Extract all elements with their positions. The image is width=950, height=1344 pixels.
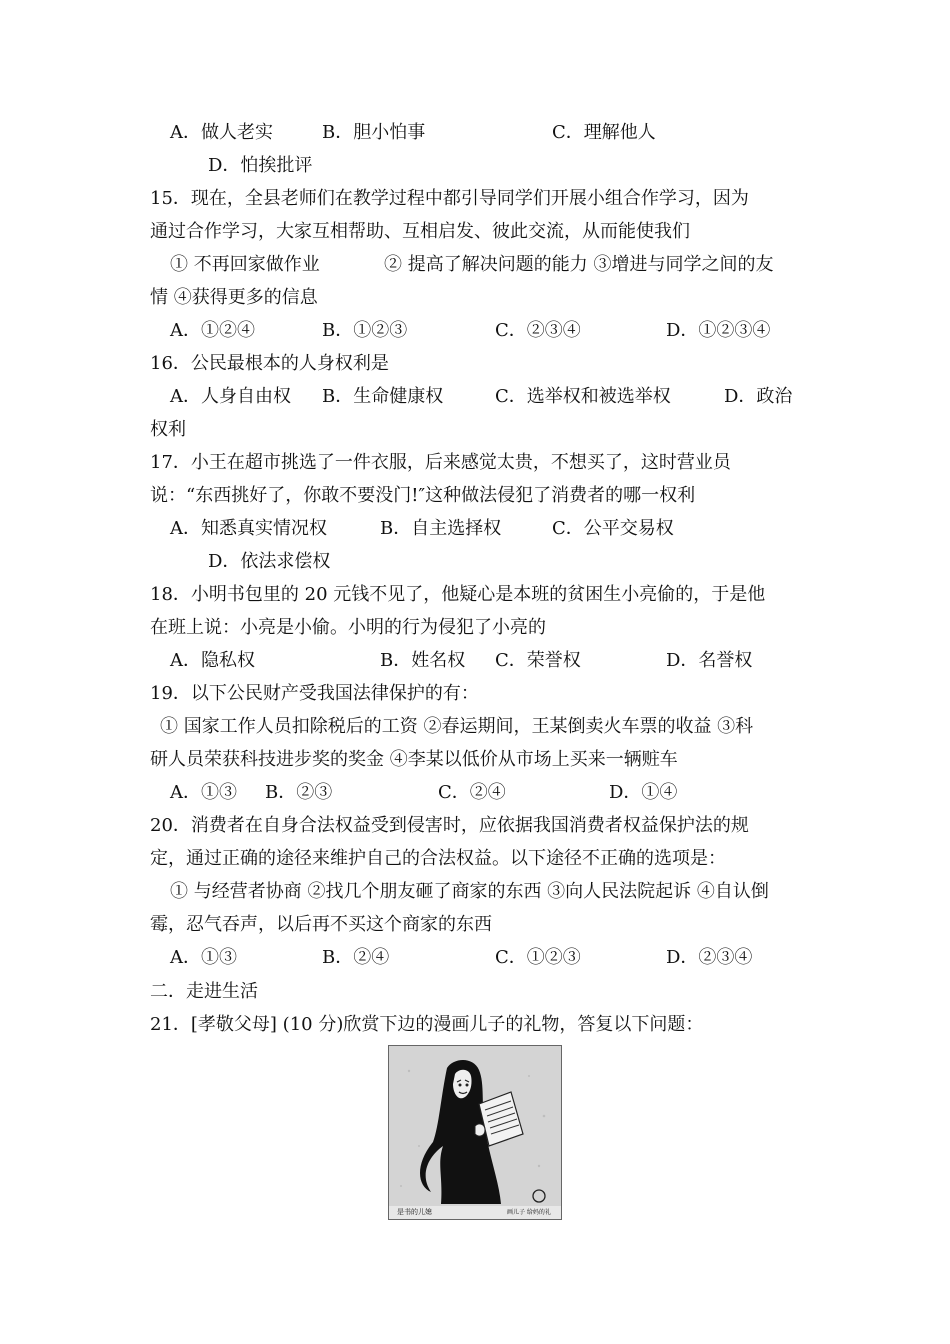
q14-option-c: C．理解他人 [552, 122, 656, 143]
q18-option-b: B．姓名权 [380, 650, 466, 671]
section-2-heading: 二．走进生活 [150, 981, 258, 1002]
q16-option-d: D．政治 [724, 386, 793, 407]
q19-items-line-2: 研人员荣获科技进步奖的奖金 ④李某以低价从市场上买来一辆赃车 [150, 749, 678, 770]
q15-stem-line-1: 15．现在，全县老师们在教学过程中都引导同学们开展小组合作学习，因为 [150, 188, 749, 209]
q15-option-a: A．①②④ [170, 320, 255, 341]
q15-option-d: D．①②③④ [666, 320, 771, 341]
q19-items-line-1: ① 国家工作人员扣除税后的工资 ②春运期间，王某倒卖火车票的收益 ③科 [160, 716, 754, 737]
q16-option-b: B．生命健康权 [322, 386, 444, 407]
q14-option-a: A．做人老实 [170, 122, 273, 143]
q20-option-b: B．②④ [322, 947, 390, 968]
q18-option-a: A．隐私权 [170, 650, 255, 671]
q14-option-d: D．怕挨批评 [208, 155, 313, 176]
q17-option-b: B．自主选择权 [380, 518, 502, 539]
q19-option-a: A．①③ [170, 782, 237, 803]
q20-stem-line-1: 20．消费者在自身合法权益受到侵害时，应依据我国消费者权益保护法的规 [150, 815, 749, 836]
q15-item-1: ① 不再回家做作业 [170, 254, 320, 275]
q18-stem-line-2: 在班上说：小亮是小偷。小明的行为侵犯了小亮的 [150, 617, 546, 638]
q17-stem-line-1: 17．小王在超市挑选了一件衣服，后来感觉太贵，不想买了，这时营业员 [150, 452, 731, 473]
q16-stem: 16．公民最根本的人身权利是 [150, 353, 389, 374]
q15-stem-line-2: 通过合作学习，大家互相帮助、互相启发、彼此交流，从而能使我们 [150, 221, 690, 242]
q16-option-a: A．人身自由权 [170, 386, 291, 407]
q15-option-b: B．①②③ [322, 320, 408, 341]
q14-option-b: B．胆小怕事 [322, 122, 426, 143]
cartoon-caption-left: 是书的儿媳 [397, 1208, 432, 1216]
q20-option-c: C．①②③ [495, 947, 581, 968]
q17-option-c: C．公平交易权 [552, 518, 674, 539]
q19-option-d: D．①④ [609, 782, 678, 803]
q21-stem: 21．[孝敬父母] (10 分)欣赏下边的漫画儿子的礼物，答复以下问题： [150, 1014, 704, 1035]
q15-item-3-4: 情 ④获得更多的信息 [150, 287, 318, 308]
cartoon-drawing [389, 1046, 561, 1219]
q18-stem-line-1: 18．小明书包里的 20 元钱不见了，他疑心是本班的贫困生小亮偷的，于是他 [150, 584, 766, 605]
q17-option-a: A．知悉真实情况权 [170, 518, 327, 539]
q18-option-c: C．荣誉权 [495, 650, 581, 671]
q20-items-line-2: 霉，忍气吞声，以后再不买这个商家的东西 [150, 914, 492, 935]
q20-option-d: D．②③④ [666, 947, 753, 968]
q16-option-d-cont: 权利 [150, 419, 186, 440]
q15-option-c: C．②③④ [495, 320, 581, 341]
q19-option-c: C．②④ [438, 782, 506, 803]
cartoon-image [388, 1045, 562, 1220]
q15-item-2-3: ② 提高了解决问题的能力 ③增进与同学之间的友 [384, 254, 774, 275]
q16-option-c: C．选举权和被选举权 [495, 386, 671, 407]
cartoon-caption-right: 画儿子 给妈的礼 [507, 1209, 551, 1216]
q17-option-d: D．依法求偿权 [208, 551, 331, 572]
q18-option-d: D．名誉权 [666, 650, 753, 671]
q20-option-a: A．①③ [170, 947, 237, 968]
q19-stem: 19．以下公民财产受我国法律保护的有： [150, 683, 479, 704]
q17-stem-line-2: 说：“东西挑好了，你敢不要没门!″这种做法侵犯了消费者的哪一权利 [150, 485, 696, 506]
q20-items-line-1: ① 与经营者协商 ②找几个朋友砸了商家的东西 ③向人民法院起诉 ④自认倒 [170, 881, 769, 902]
q20-stem-line-2: 定，通过正确的途径来维护自己的合法权益。以下途径不正确的选项是： [150, 848, 726, 869]
q19-option-b: B．②③ [265, 782, 333, 803]
